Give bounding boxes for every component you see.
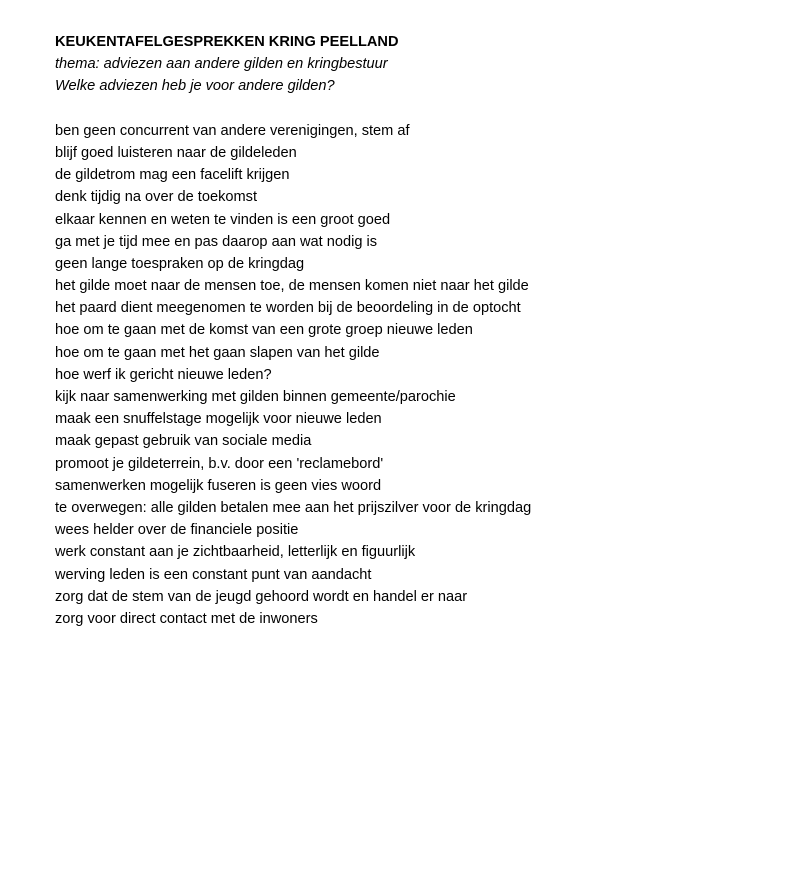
advice-item: te overwegen: alle gilden betalen mee aan het prijszilver voor de kringdag: [55, 499, 532, 516]
advice-item: hoe om te gaan met het gaan slapen van het gilde: [55, 344, 380, 361]
advice-item: promoot je gildeterrein, b.v. door een 'reclamebord': [55, 455, 384, 472]
advice-list: [55, 120, 755, 630]
advice-item: hoe werf ik gericht nieuwe leden?: [55, 366, 272, 383]
advice-item: denk tijdig na over de toekomst: [55, 189, 257, 206]
advice-item: het paard dient meegenomen te worden bij de beoordeling in de optocht: [55, 300, 521, 317]
advice-item: het gilde moet naar de mensen toe, de mensen komen niet naar het gilde: [55, 278, 529, 295]
document-page: [55, 31, 755, 630]
advice-item: geen lange toespraken op de kringdag: [55, 255, 305, 272]
advice-item: werk constant aan je zichtbaarheid, letterlijk en figuurlijk: [55, 544, 416, 561]
blank-line: [55, 98, 755, 120]
document-question: Welke adviezen heb je voor andere gilden?: [55, 78, 335, 95]
advice-item: werving leden is een constant punt van aandacht: [55, 566, 372, 583]
advice-item: maak een snuffelstage mogelijk voor nieuwe leden: [55, 411, 382, 428]
advice-item: ben geen concurrent van andere verenigingen, stem af: [55, 122, 410, 139]
document-theme: thema: adviezen aan andere gilden en kringbestuur: [55, 56, 388, 73]
document-title: KEUKENTAFELGESPREKKEN KRING PEELLAND: [55, 34, 399, 50]
advice-item: samenwerken mogelijk fuseren is geen vies woord: [55, 477, 382, 494]
advice-item: zorg dat de stem van de jeugd gehoord wordt en handel er naar: [55, 588, 468, 605]
advice-item: zorg voor direct contact met de inwoners: [55, 610, 318, 627]
advice-item: elkaar kennen en weten te vinden is een groot goed: [55, 211, 391, 228]
advice-item: blijf goed luisteren naar de gildeleden: [55, 144, 297, 161]
advice-item: wees helder over de financiele positie: [55, 522, 299, 539]
advice-item: de gildetrom mag een facelift krijgen: [55, 167, 290, 184]
advice-item: ga met je tijd mee en pas daarop aan wat nodig is: [55, 233, 378, 250]
advice-item: hoe om te gaan met de komst van een grote groep nieuwe leden: [55, 322, 473, 339]
advice-item: maak gepast gebruik van sociale media: [55, 433, 312, 450]
advice-item: kijk naar samenwerking met gilden binnen gemeente/parochie: [55, 389, 456, 405]
